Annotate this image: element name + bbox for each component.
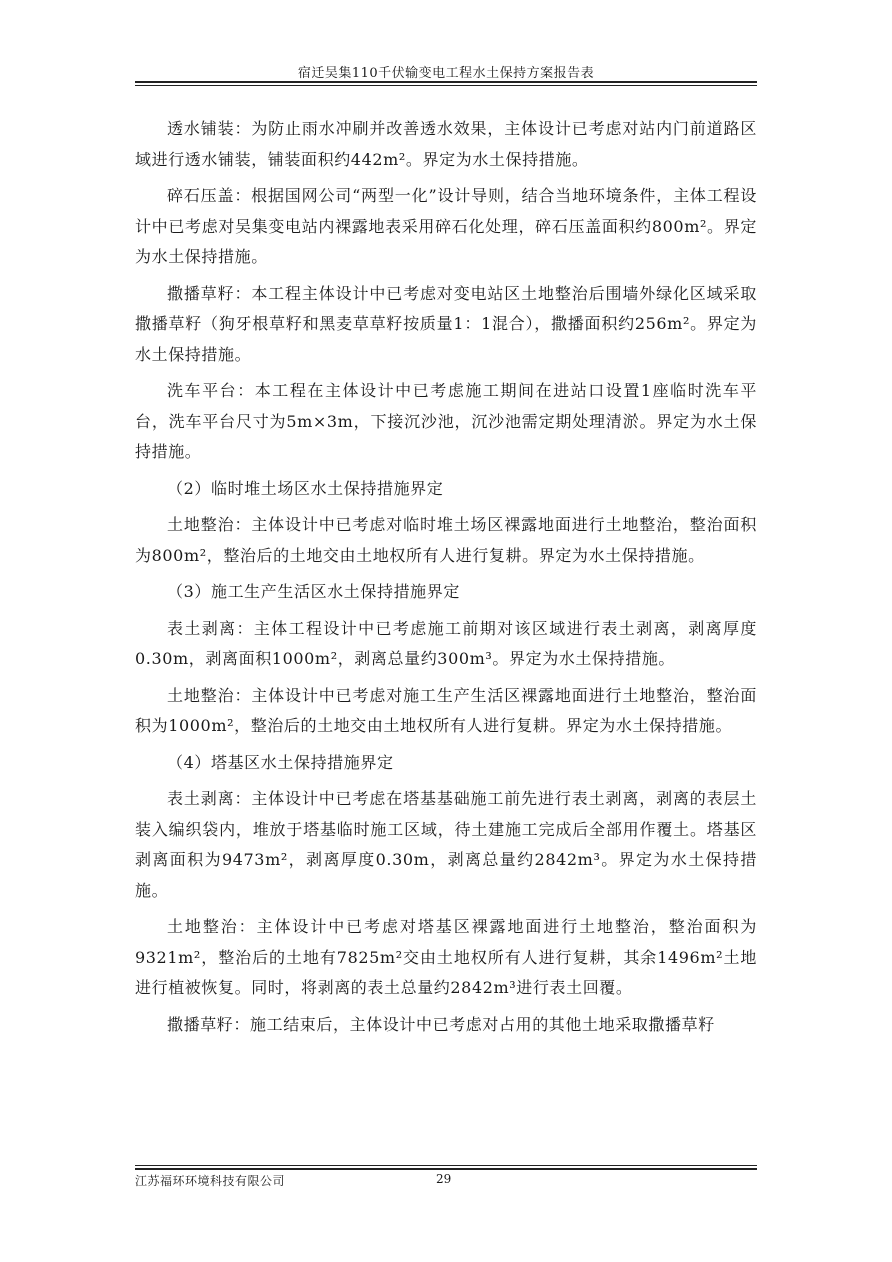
footer-rule-secondary: [135, 1168, 757, 1170]
paragraph-topsoil-stripping-tower: 表土剥离：主体设计中已考虑在塔基基础施工前先进行表土剥离，剥离的表层土装入编织袋内，堆放于塔基临时施工区域，待土建施工完成后全部用作覆土。塔基区剥离面积为9473m²，剥离厚度0.30m，剥离总量约2842m³。界定为水土保持措施。: [135, 789, 757, 900]
paragraph-topsoil-stripping-construction: 表土剥离：主体工程设计中已考虑施工前期对该区域进行表土剥离，剥离厚度0.30m，剥离面积1000m²，剥离总量约300m³。界定为水土保持措施。: [135, 618, 757, 668]
body-content: [135, 114, 757, 1046]
paragraph-car-wash-platform: 洗车平台：本工程在主体设计中已考虑施工期间在进站口设置1座临时洗车平台，洗车平台尺寸为5m×3m，下接沉沙池，沉沙池需定期处理清淤。界定为水土保持措施。: [135, 381, 757, 461]
paragraph-land-reclamation-construction: 土地整治：主体设计中已考虑对施工生产生活区裸露地面进行土地整治，整治面积为1000m²，整治后的土地交由土地权所有人进行复耕。界定为水土保持措施。: [135, 685, 757, 735]
paragraph-gravel-cover: 碎石压盖：根据国网公司“两型一化”设计导则，结合当地环境条件，主体工程设计中已考虑对吴集变电站内裸露地表采用碎石化处理，碎石压盖面积约800m²。界定为水土保持措施。: [135, 186, 757, 266]
footer-company-name: 江苏福环环境科技有限公司: [135, 1174, 286, 1188]
paragraph-permeable-paving: 透水铺装：为防止雨水冲刷并改善透水效果，主体设计已考虑对站内门前道路区域进行透水铺装，铺装面积约442m²。界定为水土保持措施。: [135, 119, 757, 169]
footer-rule: [135, 1165, 757, 1166]
header-rule: [135, 81, 757, 83]
section-heading-construction-living-area: （3）施工生产生活区水土保持措施界定: [167, 582, 460, 601]
paragraph-land-reclamation-tower: 土地整治：主体设计中已考虑对塔基区裸露地面进行土地整治，整治面积为9321m²，整治后的土地有7825m²交由土地权所有人进行复耕，其余1496m²土地进行植被恢复。同时，将剥离的表土总量约2842m³进行表土回覆。: [135, 917, 757, 997]
page-number: 29: [436, 1172, 452, 1186]
page-header-title: 宿迁吴集110千伏输变电工程水土保持方案报告表: [297, 66, 595, 81]
section-heading-tower-base-area: （4）塔基区水土保持措施界定: [167, 752, 394, 772]
section-heading-temp-soil-area: （2）临时堆土场区水土保持措施界定: [167, 478, 444, 498]
header-rule-secondary: [135, 85, 757, 86]
paragraph-land-reclamation-temp: 土地整治：主体设计中已考虑对临时堆土场区裸露地面进行土地整治，整治面积为800m²，整治后的土地交由土地权所有人进行复耕。界定为水土保持措施。: [135, 515, 757, 565]
paragraph-grass-seeding-tower: 撒播草籽：施工结束后，主体设计中已考虑对占用的其他土地采取撒播草籽: [167, 1014, 715, 1034]
paragraph-grass-seeding: 撒播草籽：本工程主体设计中已考虑对变电站区土地整治后围墙外绿化区域采取撒播草籽（狗牙根草籽和黑麦草草籽按质量1：1混合），撒播面积约256m²。界定为水土保持措施。: [135, 283, 757, 364]
